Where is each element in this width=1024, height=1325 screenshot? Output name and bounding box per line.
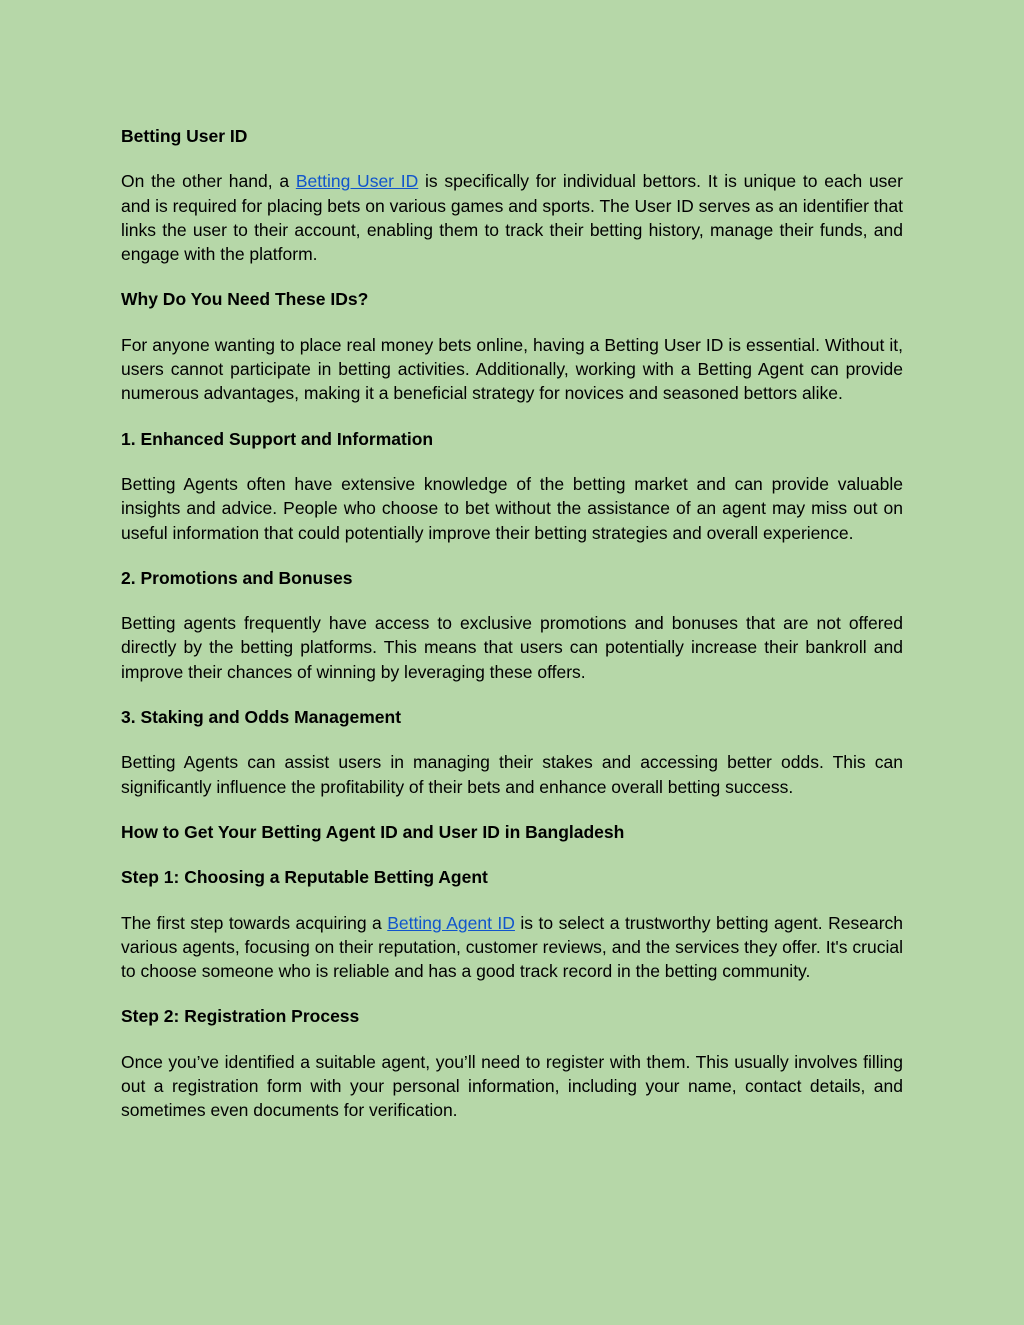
heading-enhanced-support: 1. Enhanced Support and Information (121, 428, 434, 449)
paragraph-promotions-bonuses: Betting agents frequently have access to exclusive promotions and bonuses that are not offered directly by the betting platforms. This means that users can potentially increase their bankroll and improve their chances of winning by leveraging these offers. (121, 613, 903, 682)
paragraph-step-2: Once you’ve identified a suitable agent, you’ll need to register with them. This usually involves filling out a registration form with your personal information, including your name, contact details, and sometimes even documents for verification. (121, 1051, 903, 1121)
heading-staking-odds: 3. Staking and Odds Management (121, 707, 402, 728)
paragraph-step-1 (121, 911, 903, 984)
heading-step-1: Step 1: Choosing a Reputable Betting Agent (121, 867, 488, 888)
paragraph-staking-odds: Betting Agents can assist users in managing their stakes and accessing better odds. This can significantly influence the profitability of their bets and enhance overall betting success. (121, 752, 903, 797)
heading-step-2: Step 2: Registration Process (121, 1006, 360, 1027)
paragraph-text: is to select a trustworthy betting agent. Research various agents, focusing on their reputation, customer reviews, and the services they offer. It's crucial to choose someone who is reliable and has a good track record in the betting community. (121, 912, 904, 982)
heading-betting-user-id: Betting User ID (121, 126, 248, 146)
paragraph-text: is specifically for individual bettors. It is unique to each user and is required for placing bets on various games and sports. The User ID serves as an identifier that links the user to their account, enabling them to track their betting history, manage their funds, and engage with the platform. (121, 171, 903, 265)
paragraph-enhanced-support: Betting Agents often have extensive knowledge of the betting market and can provide valuable insights and advice. People who choose to bet without the assistance of an agent may miss out on useful information that could potentially improve their betting strategies and overall experience. (121, 473, 903, 543)
heading-how-to-get-ids: How to Get Your Betting Agent ID and User ID in Bangladesh (121, 821, 625, 842)
betting-user-id-link[interactable]: Betting User ID (295, 171, 419, 192)
paragraph-betting-user-id (121, 169, 903, 266)
paragraph-text: On the other hand, a (121, 171, 296, 192)
paragraph-why-need-ids: For anyone wanting to place real money bets online, having a Betting User ID is essential. Without it, users cannot participate in betting activities. Additionally, working with a Betting Agent can provide numerous advantages, making it a beneficial strategy for novices and seasoned bettors alike. (121, 334, 903, 404)
document-page (121, 124, 903, 1144)
heading-promotions-bonuses: 2. Promotions and Bonuses (121, 567, 353, 588)
heading-why-need-ids: Why Do You Need These IDs? (121, 289, 369, 310)
paragraph-text: The first step towards acquiring a (121, 912, 388, 933)
betting-agent-id-link[interactable]: Betting Agent ID (387, 912, 515, 933)
